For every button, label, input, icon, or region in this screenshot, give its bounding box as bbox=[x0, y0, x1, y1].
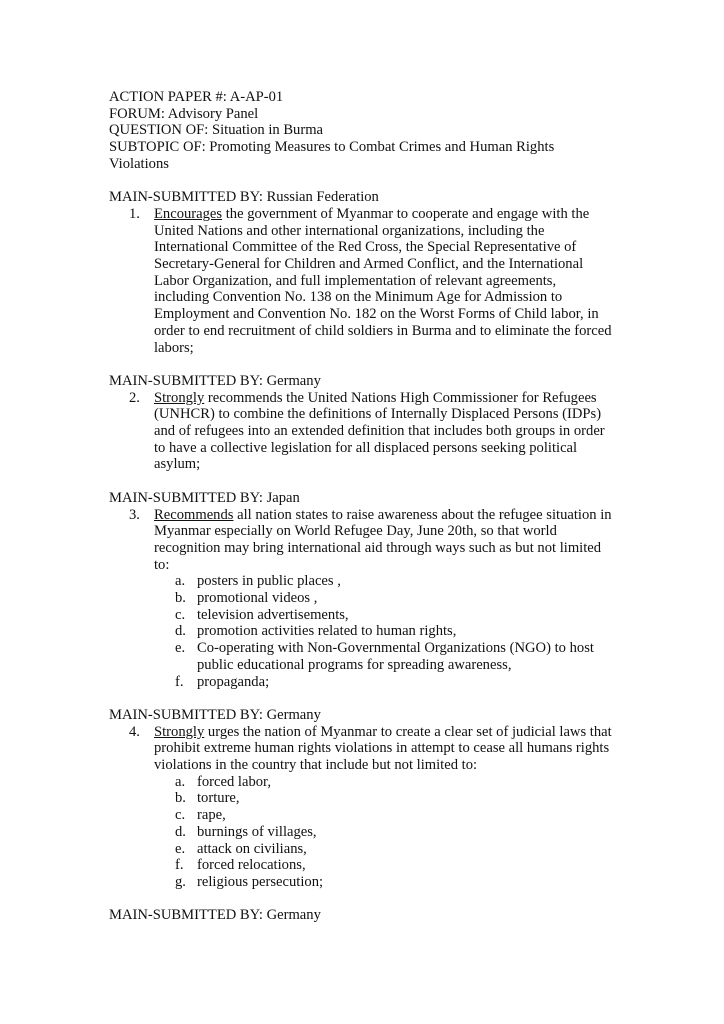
operative-clause bbox=[109, 390, 629, 474]
sub-clause-item bbox=[109, 590, 629, 607]
clause-number: 1. bbox=[129, 205, 140, 222]
sub-clause-letter: e. bbox=[175, 640, 186, 657]
clause-text-line bbox=[154, 406, 629, 423]
clause-text: to: bbox=[154, 556, 170, 573]
clause-number: 4. bbox=[129, 723, 140, 740]
clause-text: violations in the country that include but not limited to: bbox=[154, 757, 478, 774]
operative-clause bbox=[109, 206, 629, 356]
clause-text-line bbox=[154, 323, 629, 340]
clause-text: International Committee of the Red Cross, the Special Representative of bbox=[154, 239, 577, 256]
sub-clause-item bbox=[109, 790, 629, 807]
clause-section bbox=[109, 373, 629, 473]
sub-clause-text: television advertisements, bbox=[197, 606, 349, 623]
clause-text-line bbox=[154, 223, 629, 240]
clause-body bbox=[154, 206, 629, 356]
sub-clause-letter: c. bbox=[175, 606, 186, 623]
sub-clause-text: rape, bbox=[197, 807, 226, 824]
clause-section bbox=[109, 490, 629, 690]
sub-clause-text: Co-operating with Non-Governmental Organizations (NGO) to host bbox=[197, 640, 594, 657]
subtopic-line: SUBTOPIC OF: Promoting Measures to Combat Crimes and Human Rights bbox=[109, 139, 555, 156]
clause-text: Employment and Convention No. 182 on the Worst Forms of Child labor, in bbox=[154, 306, 599, 323]
clause-text-line bbox=[154, 523, 629, 540]
clause-section bbox=[109, 189, 629, 356]
submitted-by-line: MAIN-SUBMITTED BY: Germany bbox=[109, 372, 321, 389]
clause-text: to have a collective legislation for all displaced persons seeking political bbox=[154, 439, 578, 456]
clause-text: labors; bbox=[154, 339, 194, 356]
clause-text-line bbox=[154, 557, 629, 574]
clause-text-line bbox=[154, 423, 629, 440]
sub-clause-item bbox=[109, 674, 629, 691]
clause-text-line bbox=[154, 206, 629, 223]
sub-clause-item bbox=[109, 807, 629, 824]
sub-clause-letter: d. bbox=[175, 623, 186, 640]
clauses-list bbox=[109, 189, 629, 890]
sub-clause-text: forced labor, bbox=[197, 773, 271, 790]
sub-clause-text: propaganda; bbox=[197, 673, 270, 690]
clause-number: 3. bbox=[129, 506, 140, 523]
sub-clause-letter: e. bbox=[175, 840, 186, 857]
sub-clause-item bbox=[109, 640, 629, 673]
sub-clause-item bbox=[109, 573, 629, 590]
sub-clause-text: public educational programs for spreading awareness, bbox=[197, 656, 512, 673]
clause-text: United Nations and other international organizations, including the bbox=[154, 222, 545, 239]
clause-text: recommends the United Nations High Commissioner for Refugees bbox=[204, 389, 597, 406]
sub-clause-list bbox=[109, 774, 629, 891]
sub-clause-text: posters in public places , bbox=[197, 573, 341, 590]
clause-text: Labor Organization, and full implementation of relevant agreements, bbox=[154, 272, 557, 289]
sub-clause-letter: f. bbox=[175, 673, 184, 690]
forum-line: FORUM: Advisory Panel bbox=[109, 105, 259, 122]
clause-text: prohibit extreme human rights violations in attempt to cease all humans rights bbox=[154, 740, 610, 757]
clause-text: urges the nation of Myanmar to create a clear set of judicial laws that bbox=[204, 723, 612, 740]
submitted-by-line: MAIN-SUBMITTED BY: Russian Federation bbox=[109, 189, 379, 206]
operative-clause bbox=[109, 724, 629, 774]
document-page bbox=[109, 89, 629, 924]
submitted-by-line: MAIN-SUBMITTED BY: Germany bbox=[109, 907, 321, 924]
footer-section bbox=[109, 907, 629, 924]
clause-text: asylum; bbox=[154, 456, 201, 473]
clause-text: Myanmar especially on World Refugee Day, June 20th, so that world bbox=[154, 523, 557, 540]
clause-text: the government of Myanmar to cooperate and engage with the bbox=[222, 205, 590, 222]
sub-clause-item bbox=[109, 874, 629, 891]
operative-verb: Recommends bbox=[154, 506, 234, 523]
clause-text-line bbox=[154, 540, 629, 557]
operative-clause bbox=[109, 507, 629, 574]
clause-text-line bbox=[154, 440, 629, 457]
sub-clause-item bbox=[109, 607, 629, 624]
subtopic-line-continued: Violations bbox=[109, 155, 169, 172]
clause-text: including Convention No. 138 on the Minimum Age for Admission to bbox=[154, 289, 563, 306]
sub-clause-letter: c. bbox=[175, 807, 186, 824]
question-line: QUESTION OF: Situation in Burma bbox=[109, 122, 324, 139]
clause-text-line bbox=[154, 724, 629, 741]
sub-clause-text: promotional videos , bbox=[197, 590, 318, 607]
clause-section bbox=[109, 707, 629, 891]
clause-text: and of refugees into an extended definition that includes both groups in order bbox=[154, 423, 605, 440]
sub-clause-text: forced relocations, bbox=[197, 857, 306, 874]
clause-text-line bbox=[154, 456, 629, 473]
sub-clause-text: burnings of villages, bbox=[197, 823, 317, 840]
sub-clause-item bbox=[109, 841, 629, 858]
clause-text-line bbox=[154, 757, 629, 774]
operative-verb: Strongly bbox=[154, 389, 205, 406]
clause-text: (UNHCR) to combine the definitions of Internally Displaced Persons (IDPs) bbox=[154, 406, 602, 423]
clause-text-line bbox=[154, 740, 629, 757]
sub-clause-letter: a. bbox=[175, 573, 186, 590]
clause-text-line bbox=[154, 239, 629, 256]
clause-body bbox=[154, 390, 629, 474]
sub-clause-text: religious persecution; bbox=[197, 873, 324, 890]
clause-text: order to end recruitment of child soldiers in Burma and to eliminate the forced bbox=[154, 322, 612, 339]
sub-clause-text: torture, bbox=[197, 790, 240, 807]
sub-clause-list bbox=[109, 573, 629, 690]
clause-text: Secretary-General for Children and Armed Conflict, and the International bbox=[154, 256, 584, 273]
sub-clause-item bbox=[109, 824, 629, 841]
sub-clause-item bbox=[109, 774, 629, 791]
clause-body bbox=[154, 507, 629, 574]
document-header bbox=[109, 89, 629, 173]
sub-clause-letter: b. bbox=[175, 590, 186, 607]
clause-number: 2. bbox=[129, 389, 140, 406]
clause-text-line bbox=[154, 273, 629, 290]
sub-clause-text: promotion activities related to human rights, bbox=[197, 623, 457, 640]
clause-text-line bbox=[154, 507, 629, 524]
submitted-by-line: MAIN-SUBMITTED BY: Germany bbox=[109, 706, 321, 723]
clause-text-line bbox=[154, 256, 629, 273]
sub-clause-item bbox=[109, 623, 629, 640]
clause-text-line bbox=[154, 390, 629, 407]
clause-text-line bbox=[154, 289, 629, 306]
clause-text: all nation states to raise awareness about the refugee situation in bbox=[233, 506, 612, 523]
clause-text-line bbox=[154, 340, 629, 357]
sub-clause-item bbox=[109, 857, 629, 874]
sub-clause-letter: g. bbox=[175, 873, 186, 890]
clause-text: recognition may bring international aid through ways such as but not limited bbox=[154, 539, 602, 556]
clause-text-line bbox=[154, 306, 629, 323]
sub-clause-letter: b. bbox=[175, 790, 186, 807]
sub-clause-text: attack on civilians, bbox=[197, 840, 307, 857]
submitted-by-line: MAIN-SUBMITTED BY: Japan bbox=[109, 489, 300, 506]
sub-clause-letter: f. bbox=[175, 857, 184, 874]
operative-verb: Encourages bbox=[154, 205, 223, 222]
sub-clause-letter: a. bbox=[175, 773, 186, 790]
sub-clause-letter: d. bbox=[175, 823, 186, 840]
action-paper-number: ACTION PAPER #: A-AP-01 bbox=[109, 89, 284, 105]
clause-body bbox=[154, 724, 629, 774]
operative-verb: Strongly bbox=[154, 723, 205, 740]
